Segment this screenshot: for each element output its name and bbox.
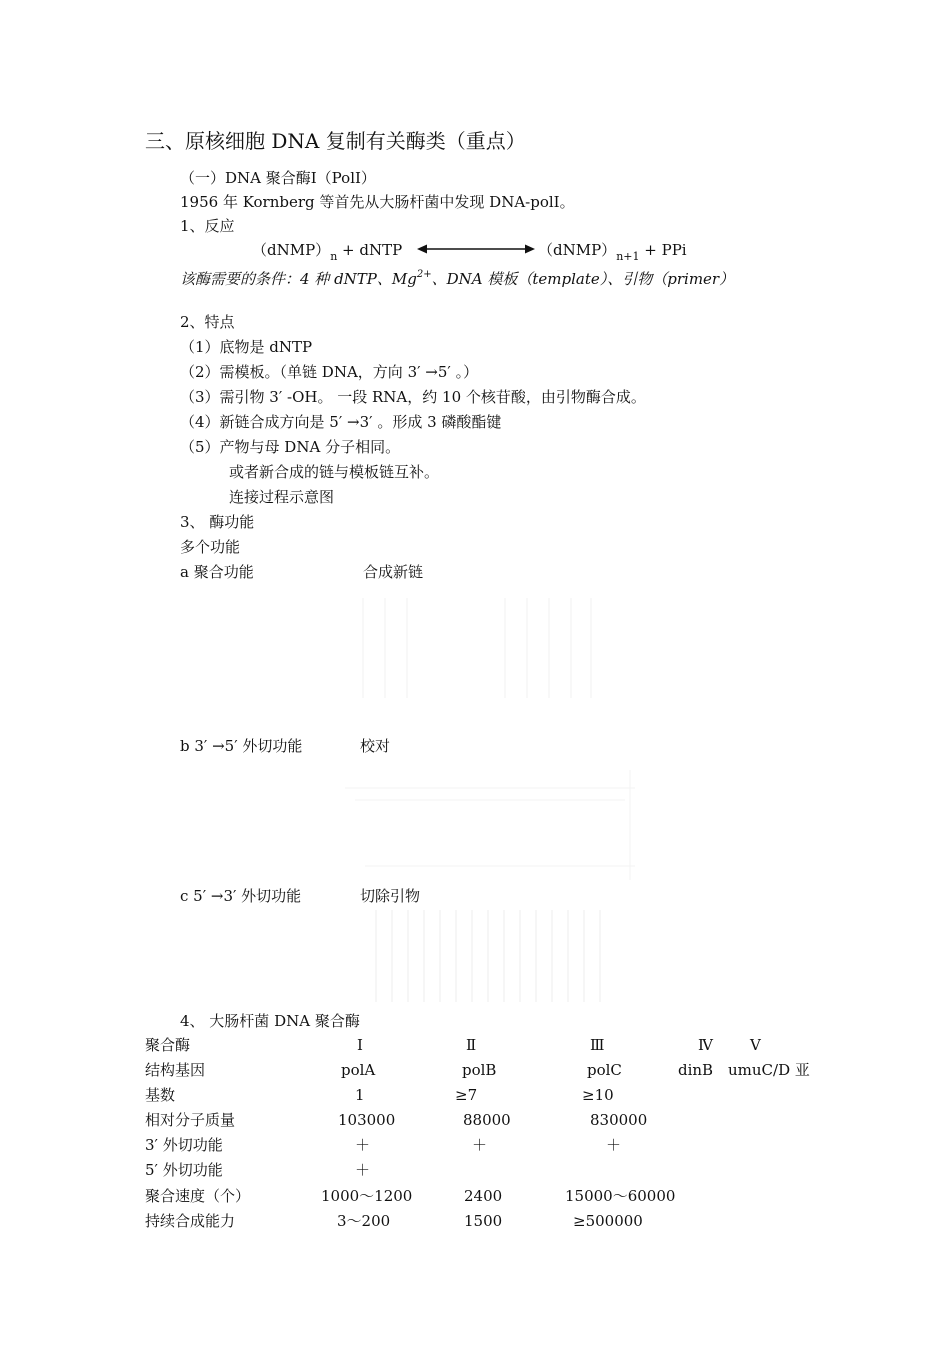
table-cell: 结构基因 (145, 1061, 206, 1079)
table-cell: 15000～60000 (565, 1187, 676, 1205)
table-cell: ≥7 (455, 1086, 478, 1104)
table-cell: polB (462, 1061, 497, 1079)
table-cell: 1000～1200 (321, 1187, 413, 1205)
table-cell: ＋ (355, 1136, 371, 1154)
table-header-cell: Ⅰ (357, 1036, 363, 1054)
table-cell: 基数 (145, 1086, 176, 1104)
function-desc: 合成新链 (363, 563, 424, 581)
function-name: c 5′ →3′ 外切功能 (180, 887, 302, 905)
discovery-text: 1956 年 Kornberg 等首先从大肠杆菌中发现 DNA-polⅠ。 (180, 193, 575, 211)
conditions-text: 该酶需要的条件：4 种 dNTP、$Mg^{2+}$、DNA 模板（template）、引物（primer） (180, 269, 735, 288)
table-cell: polA (341, 1061, 376, 1079)
page-heading: 三、原核细胞 DNA 复制有关酶类（重点） (145, 129, 526, 153)
primer-removal-diagram (372, 910, 612, 1002)
functions-heading: 3、 酶功能 (180, 513, 255, 531)
table-cell: ≥10 (582, 1086, 614, 1104)
table-cell: 5′ 外切功能 (145, 1161, 223, 1179)
double-arrow-icon (417, 243, 535, 255)
function-name: a 聚合功能 (180, 563, 254, 581)
function-name: b 3′ →5′ 外切功能 (180, 737, 303, 755)
feature-item: （3）需引物 3′ -OH。 一段 RNA，约 10 个核苷酸，由引物酶合成。 (180, 388, 646, 406)
section-title: （一）DNA 聚合酶Ⅰ（PolⅠ） (180, 169, 376, 187)
feature-item: （5）产物与母 DNA 分子相同。 (180, 438, 401, 456)
table-cell: 3′ 外切功能 (145, 1136, 223, 1154)
table-cell: dinB (678, 1061, 714, 1079)
table-cell: 相对分子质量 (145, 1111, 236, 1129)
feature-item: （4）新链合成方向是 5′ →3′ 。形成 3 磷酸酯键 (180, 413, 502, 431)
table-header-cell: Ⅱ (466, 1036, 477, 1054)
table-cell: 1 (355, 1086, 365, 1104)
table-header-cell: Ⅳ (698, 1036, 713, 1054)
table-header-cell: Ⅴ (750, 1036, 761, 1054)
table-header-cell: Ⅲ (590, 1036, 605, 1054)
table-cell: 聚合速度（个） (145, 1187, 251, 1205)
table-cell: ＋ (472, 1136, 488, 1154)
features-heading: 2、特点 (180, 313, 235, 331)
polymerization-diagram (355, 598, 595, 698)
table-cell: polC (587, 1061, 622, 1079)
reaction-right: $(dNMP)_{n+1}$ + PPi (538, 241, 687, 263)
reaction-left: $(dNMP)_n$ + dNTP (252, 241, 403, 263)
table-title: 4、 大肠杆菌 DNA 聚合酶 (180, 1012, 360, 1030)
table-cell: umuC/D 亚 (728, 1061, 810, 1079)
function-desc: 校对 (360, 737, 391, 755)
feature-note: 或者新合成的链与模板链互补。 (229, 463, 440, 481)
table-cell: ＋ (606, 1136, 622, 1154)
feature-item: （2）需模板。（单链 DNA，方向 3′ →5′ 。） (180, 363, 479, 381)
table-cell: 3～200 (337, 1212, 391, 1230)
functions-intro: 多个功能 (180, 538, 241, 556)
feature-note: 连接过程示意图 (229, 488, 335, 506)
table-cell: 1500 (464, 1212, 503, 1230)
table-cell: ＋ (355, 1161, 371, 1179)
reaction-heading: 1、反应 (180, 217, 235, 235)
table-cell: 2400 (464, 1187, 503, 1205)
table-cell: ≥500000 (573, 1212, 643, 1230)
function-desc: 切除引物 (360, 887, 421, 905)
table-header-cell: 聚合酶 (145, 1036, 191, 1054)
table-cell: 103000 (338, 1111, 396, 1129)
table-cell: 88000 (463, 1111, 511, 1129)
proofreading-diagram (345, 770, 635, 880)
feature-item: （1）底物是 dNTP (180, 338, 313, 356)
table-cell: 830000 (590, 1111, 648, 1129)
table-cell: 持续合成能力 (145, 1212, 236, 1230)
